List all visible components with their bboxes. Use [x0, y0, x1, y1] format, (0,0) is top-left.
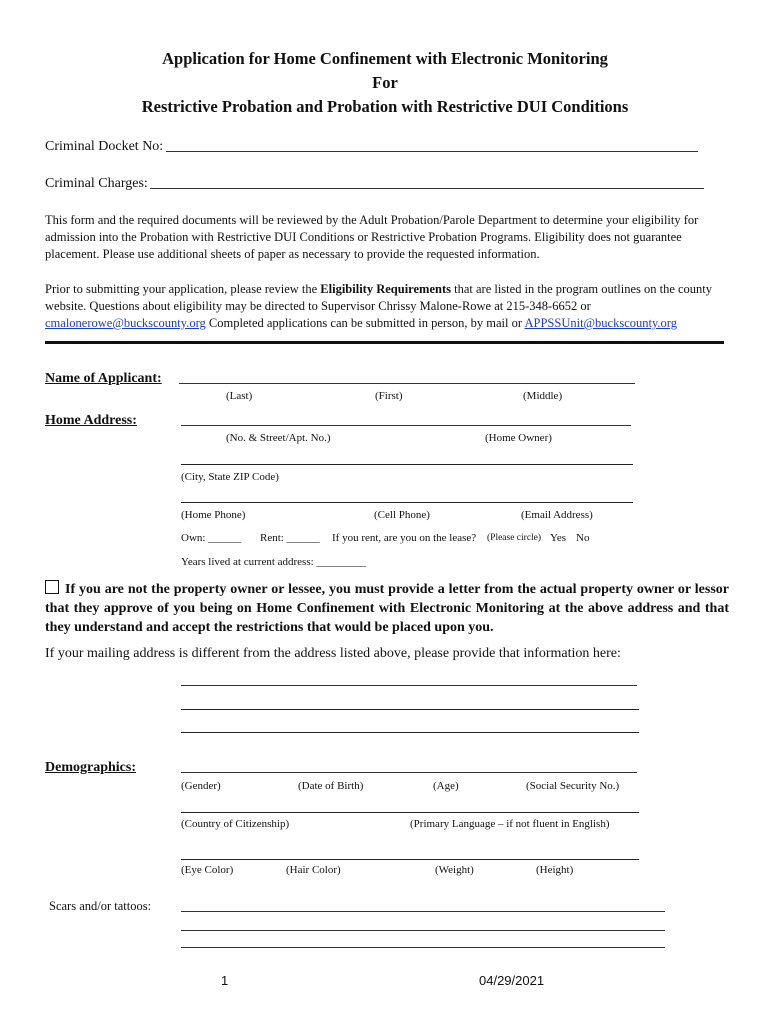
scars-tattoos-line-1[interactable]	[181, 911, 665, 912]
cell-phone-caption: (Cell Phone)	[374, 509, 430, 521]
home-owner-caption: (Home Owner)	[485, 432, 552, 444]
criminal-docket-field[interactable]	[166, 151, 698, 152]
height-caption: (Height)	[536, 864, 574, 876]
demographics-field-2[interactable]	[181, 812, 639, 813]
email-link-appss-unit[interactable]: APPSSUnit@buckscounty.org	[524, 316, 677, 330]
lease-yes-option[interactable]: Yes	[550, 532, 567, 544]
street-address-field[interactable]	[181, 425, 631, 426]
rent-field[interactable]: Rent: ______	[260, 532, 320, 544]
weight-caption: (Weight)	[435, 864, 474, 876]
revision-date: 04/29/2021	[479, 973, 545, 988]
criminal-docket-label: Criminal Docket No:	[45, 139, 164, 154]
email-link-malone-rowe[interactable]: cmalonerowe@buckscounty.org	[45, 316, 206, 330]
ssn-caption: (Social Security No.)	[526, 780, 620, 792]
title-line-2: For	[372, 73, 398, 92]
scars-tattoos-label: Scars and/or tattoos:	[49, 899, 152, 913]
demographics-field-3[interactable]	[181, 859, 639, 860]
eligibility-paragraph: Prior to submitting your application, please review the Eligibility Requirements that are listed in the program outlines on the county website. Questions about eligibility may be directed to Supervisor Chrissy Malone-Rowe at 215-348-6652 or cmalonerowe@buckscounty.org Completed applications can be submitted in person, by mail or APPSSUnit@buckscounty.org	[45, 282, 713, 330]
lease-question: If you rent, are you on the lease?	[332, 532, 477, 544]
intro-paragraph: This form and the required documents will be reviewed by the Adult Probation/Parole Department to determine your eligibility for admission into the Probation with Restrictive DUI Conditions or Restrictive Probation Programs. Eligibility does not guarantee placement. Please use additional sheets of paper as necessary to provide the requested information.	[45, 213, 699, 261]
middle-name-caption: (Middle)	[523, 390, 563, 402]
years-lived-field[interactable]: Years lived at current address: _________	[181, 556, 366, 568]
demographics-label: Demographics:	[45, 760, 136, 775]
email-address-caption: (Email Address)	[521, 509, 593, 521]
mailing-address-instructions: If your mailing address is different from the address listed above, please provide that information here:	[45, 646, 621, 661]
criminal-charges-field[interactable]	[150, 188, 704, 189]
criminal-charges-label: Criminal Charges:	[45, 176, 148, 191]
first-name-caption: (First)	[375, 390, 403, 402]
home-phone-caption: (Home Phone)	[181, 509, 246, 521]
applicant-name-field[interactable]	[179, 383, 635, 384]
lease-no-option[interactable]: No	[576, 532, 590, 544]
gender-caption: (Gender)	[181, 780, 221, 792]
owner-letter-notice: If you are not the property owner or lessee, you must provide a letter from the actual property owner or lessor that they approve of you being on Home Confinement with Electronic Monitoring at the above address and that they understand and accept the restrictions that would be placed upon you.	[45, 582, 729, 635]
city-state-zip-caption: (City, State ZIP Code)	[181, 471, 279, 483]
primary-language-caption: (Primary Language – if not fluent in English)	[410, 818, 610, 830]
section-divider	[45, 341, 724, 344]
age-caption: (Age)	[433, 780, 459, 792]
page-number: 1	[221, 973, 229, 988]
title-line-3: Restrictive Probation and Probation with Restrictive DUI Conditions	[141, 97, 629, 116]
eye-color-caption: (Eye Color)	[181, 864, 234, 876]
city-state-zip-field[interactable]	[181, 464, 633, 465]
mailing-address-line-1[interactable]	[181, 685, 637, 686]
please-circle-note: (Please circle)	[487, 533, 542, 543]
hair-color-caption: (Hair Color)	[286, 864, 341, 876]
home-address-label: Home Address:	[45, 413, 137, 428]
name-of-applicant-label: Name of Applicant:	[45, 371, 162, 386]
demographics-field-1[interactable]	[181, 772, 637, 773]
title-line-1: Application for Home Confinement with Electronic Monitoring	[162, 49, 608, 68]
mailing-address-line-2[interactable]	[181, 709, 639, 710]
street-caption: (No. & Street/Apt. No.)	[226, 432, 331, 444]
eligibility-requirements: Eligibility Requirements	[320, 282, 451, 296]
notice-checkbox[interactable]	[45, 580, 59, 594]
own-field[interactable]: Own: ______	[181, 532, 242, 544]
scars-tattoos-line-2[interactable]	[181, 930, 665, 931]
mailing-address-line-3[interactable]	[181, 732, 639, 733]
phone-email-field[interactable]	[181, 502, 633, 503]
citizenship-caption: (Country of Citizenship)	[181, 818, 290, 830]
scars-tattoos-line-3[interactable]	[181, 947, 665, 948]
last-name-caption: (Last)	[226, 390, 253, 402]
date-of-birth-caption: (Date of Birth)	[298, 780, 364, 792]
